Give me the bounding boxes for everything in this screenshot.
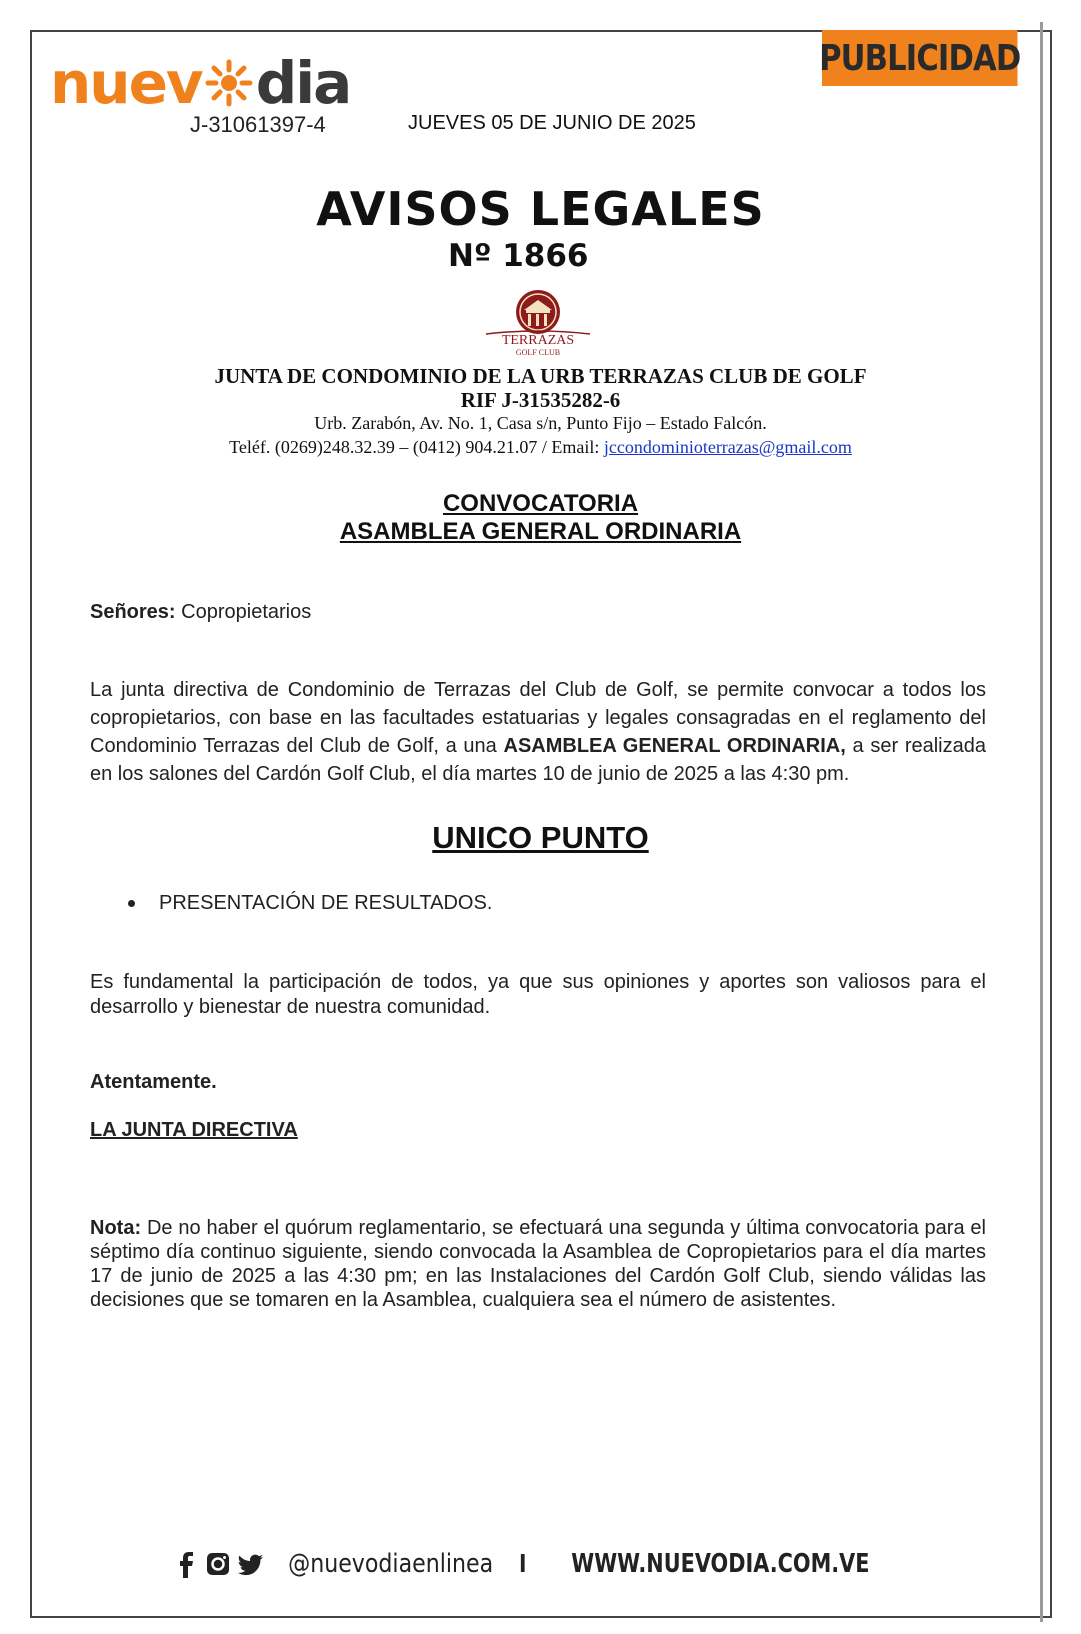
closing: Atentamente. xyxy=(90,1071,217,1093)
agenda-item-text: PRESENTACIÓN DE RESULTADOS. xyxy=(159,892,493,914)
terrazas-emblem xyxy=(478,288,598,358)
greeting xyxy=(90,598,986,626)
website-link[interactable]: WWW.NUEVODIA.COM.VE xyxy=(571,1548,870,1579)
contact-phone: Teléf. (0269)248.32.39 – (0412) 904.21.07 / Email: xyxy=(229,437,604,457)
page-title: AVISOS LEGALES xyxy=(316,182,765,236)
bullet-icon xyxy=(128,900,135,907)
intro-paragraph xyxy=(90,676,986,788)
email-link[interactable]: jccondominioterrazas@gmail.com xyxy=(603,437,852,457)
heading-asamblea: ASAMBLEA GENERAL ORDINARIA xyxy=(339,518,742,545)
intro-part1: La junta directiva de Condominio de Terrazas del Club de Golf, se permite convocar a todos los copropietarios, con base en las facultades estatuarias y legales consagradas en el reglamento del Condominio Terrazas del Club de Golf, a una xyxy=(90,679,986,757)
greeting-text: Copropietarios xyxy=(175,601,312,623)
logo-text-2: dia xyxy=(255,49,351,117)
intro-part2: a ser realizada en los salones del Cardón Golf Club, el día martes 10 de junio de 2025 a las 4:30 pm. xyxy=(90,735,986,785)
note-label: Nota: xyxy=(90,1217,142,1239)
footer xyxy=(0,1548,1081,1579)
publicidad-tag: PUBLICIDAD xyxy=(822,30,1018,86)
heading-convocatoria: CONVOCATORIA xyxy=(442,490,639,517)
fundamental-paragraph: Es fundamental la participación de todos, ya que sus opiniones y aportes son valiosos para el desarrollo y bienestar de nuestra comunidad. xyxy=(90,971,986,1018)
svg-text:GOLF CLUB: GOLF CLUB xyxy=(515,348,561,357)
organization-contact xyxy=(0,437,1081,458)
social-handle[interactable]: @nuevodiaenlinea xyxy=(287,1548,494,1579)
signature: LA JUNTA DIRECTIVA xyxy=(90,1119,298,1141)
issue-number: Nº 1866 xyxy=(448,238,589,274)
note-paragraph xyxy=(90,1216,986,1312)
instagram-icon[interactable] xyxy=(206,1552,230,1576)
heading-unico-punto: UNICO PUNTO xyxy=(432,820,649,855)
svg-text:TERRAZAS: TERRAZAS xyxy=(501,333,575,348)
footer-separator: I xyxy=(519,1548,527,1578)
organization-name: JUNTA DE CONDOMINIO DE LA URB TERRAZAS CLUB DE GOLF xyxy=(214,364,867,388)
agenda-item xyxy=(128,892,492,915)
twitter-icon[interactable] xyxy=(238,1552,262,1576)
facebook-icon[interactable] xyxy=(174,1552,198,1576)
logo-text-1: nuev xyxy=(50,49,202,117)
newspaper-logo xyxy=(50,48,350,118)
sun-icon xyxy=(204,58,254,108)
issue-date: JUEVES 05 DE JUNIO DE 2025 xyxy=(408,112,696,134)
organization-address: Urb. Zarabón, Av. No. 1, Casa s/n, Punto Fijo – Estado Falcón. xyxy=(314,413,767,433)
note-text: De no haber el quórum reglamentario, se efectuará una segunda y última convocatoria para el séptimo día continuo siguiente, siendo convocada la Asamblea de Copropietarios para el día martes 17 de junio de 2025 a las 4:30 pm; en las Instalaciones del Cardón Golf Club, siendo válidas las decisiones que se tomaren en la Asamblea, cualquiera sea el número de asistentes. xyxy=(90,1217,986,1311)
organization-rif: RIF J-31535282-6 xyxy=(460,388,621,412)
newspaper-rif: J-31061397-4 xyxy=(190,112,326,137)
intro-bold: ASAMBLEA GENERAL ORDINARIA, xyxy=(503,735,846,757)
greeting-label: Señores: xyxy=(90,601,176,623)
